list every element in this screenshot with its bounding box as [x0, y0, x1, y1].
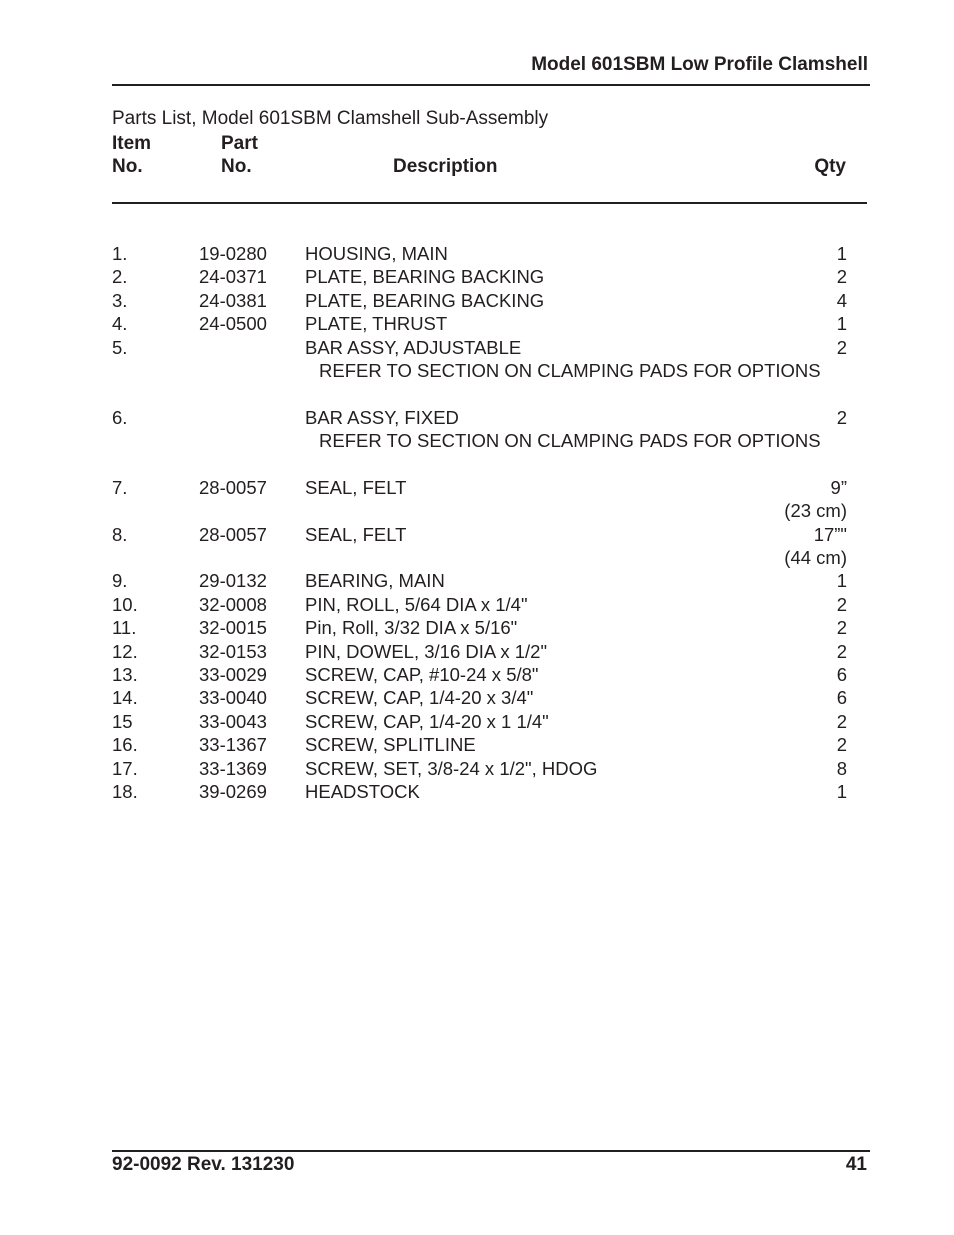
column-header-qty: Qty — [814, 156, 846, 177]
column-header-part-line1: Part — [221, 133, 258, 154]
item-number-cell: 15 — [112, 710, 133, 732]
qty-cell: 4 — [836, 289, 847, 311]
item-number-cell: 16. — [112, 734, 138, 756]
item-number-cell: 3. — [112, 289, 128, 311]
item-number-cell: 14. — [112, 687, 138, 709]
part-number-cell: 33-1369 — [199, 757, 267, 779]
description-cell: SCREW, CAP, 1/4-20 x 3/4" — [305, 687, 534, 709]
column-header-part — [221, 132, 258, 178]
qty-cell: 2 — [836, 406, 847, 428]
table-row — [112, 758, 847, 781]
column-header-part-line2: No. — [221, 156, 252, 177]
qty-cell: 2 — [836, 734, 847, 756]
header-rule — [112, 84, 870, 86]
description-cell: BAR ASSY, FIXED — [305, 406, 459, 428]
note-text: REFER TO SECTION ON CLAMPING PADS FOR OPTIONS — [319, 359, 821, 381]
row-spacer — [112, 454, 847, 477]
footer-rule — [112, 1150, 870, 1152]
part-number-cell: 32-0015 — [199, 617, 267, 639]
part-number-cell: 28-0057 — [199, 523, 267, 545]
description-cell: SCREW, SPLITLINE — [305, 734, 476, 756]
part-number-cell: 19-0280 — [199, 243, 267, 264]
note-text: REFER TO SECTION ON CLAMPING PADS FOR OPTIONS — [319, 430, 821, 452]
qty-cell: 2 — [836, 266, 847, 288]
part-number-cell: 24-0500 — [199, 313, 267, 335]
part-number-cell: 33-0029 — [199, 664, 267, 686]
part-number-cell: 24-0371 — [199, 266, 267, 288]
column-header-item — [112, 132, 151, 178]
qty-extra-cell: (23 cm) — [784, 500, 847, 522]
qty-cell: 2 — [836, 336, 847, 358]
description-cell: Pin, Roll, 3/32 DIA x 5/16" — [305, 617, 518, 639]
table-row — [112, 594, 847, 617]
part-number-cell: 33-1367 — [199, 734, 267, 756]
table-row — [112, 734, 847, 757]
description-cell: HOUSING, MAIN — [305, 243, 448, 264]
item-number-cell: 2. — [112, 266, 128, 288]
qty-cell: 2 — [836, 617, 847, 639]
item-number-cell: 10. — [112, 593, 138, 615]
part-number-cell: 24-0381 — [199, 289, 267, 311]
description-cell: SCREW, CAP, 1/4-20 x 1 1/4" — [305, 710, 549, 732]
item-number-cell: 4. — [112, 313, 128, 335]
description-cell: PLATE, BEARING BACKING — [305, 289, 545, 311]
table-row — [112, 290, 847, 313]
table-row — [112, 313, 847, 336]
column-header-item-line1: Item — [112, 133, 152, 154]
description-cell: PIN, DOWEL, 3/16 DIA x 1/2" — [305, 640, 548, 662]
table-row — [112, 477, 847, 500]
qty-cell: 2 — [836, 640, 847, 662]
item-number-cell: 5. — [112, 336, 128, 358]
description-cell: BAR ASSY, ADJUSTABLE — [305, 336, 522, 358]
part-number-cell: 28-0057 — [199, 476, 267, 498]
description-cell: PLATE, BEARING BACKING — [305, 266, 545, 288]
item-number-cell: 8. — [112, 523, 128, 545]
table-row — [112, 687, 847, 710]
parts-list-title: Parts List, Model 601SBM Clamshell Sub-Assembly — [112, 108, 549, 129]
description-cell: BEARING, MAIN — [305, 570, 445, 592]
qty-cell: 1 — [836, 313, 847, 335]
qty-cell: 1 — [836, 570, 847, 592]
item-number-cell: 6. — [112, 406, 128, 428]
qty-cell: 17”" — [813, 523, 847, 545]
description-cell: SEAL, FELT — [305, 523, 407, 545]
table-row — [112, 664, 847, 687]
table-row — [112, 337, 847, 360]
page-header-title: Model 601SBM Low Profile Clamshell — [531, 54, 868, 75]
column-header-item-line2: No. — [112, 156, 143, 177]
part-number-cell: 29-0132 — [199, 570, 267, 592]
description-cell: PIN, ROLL, 5/64 DIA x 1/4" — [305, 593, 528, 615]
column-header-rule — [112, 202, 867, 204]
part-number-cell: 39-0269 — [199, 780, 267, 802]
table-row — [112, 266, 847, 289]
description-cell: SEAL, FELT — [305, 476, 407, 498]
table-row — [112, 524, 847, 547]
item-number-cell: 9. — [112, 570, 128, 592]
description-cell: SCREW, SET, 3/8-24 x 1/2", HDOG — [305, 757, 598, 779]
qty-continuation-row — [112, 500, 847, 523]
table-note-row — [112, 430, 847, 453]
description-cell: HEADSTOCK — [305, 780, 420, 802]
qty-extra-cell: (44 cm) — [784, 547, 847, 569]
item-number-cell: 11. — [112, 617, 137, 639]
item-number-cell: 7. — [112, 476, 128, 498]
item-number-cell: 13. — [112, 664, 138, 686]
table-row — [112, 243, 847, 266]
description-cell: PLATE, THRUST — [305, 313, 448, 335]
qty-cell: 1 — [836, 780, 847, 802]
part-number-cell: 33-0040 — [199, 687, 267, 709]
description-cell: SCREW, CAP, #10-24 x 5/8" — [305, 664, 539, 686]
qty-cell: 6 — [836, 664, 847, 686]
part-number-cell: 32-0153 — [199, 640, 267, 662]
qty-cell: 6 — [836, 687, 847, 709]
part-number-cell: 32-0008 — [199, 593, 267, 615]
part-number-cell: 33-0043 — [199, 710, 267, 732]
table-row — [112, 781, 847, 804]
qty-continuation-row — [112, 547, 847, 570]
column-header-description: Description — [393, 156, 498, 177]
qty-cell: 1 — [836, 243, 847, 264]
table-note-row — [112, 360, 847, 383]
item-number-cell: 1. — [112, 243, 128, 264]
qty-cell: 2 — [836, 593, 847, 615]
table-row — [112, 407, 847, 430]
table-row — [112, 641, 847, 664]
qty-cell: 2 — [836, 710, 847, 732]
table-row — [112, 711, 847, 734]
page-number: 41 — [845, 1154, 867, 1175]
document-number: 92-0092 Rev. 131230 — [112, 1154, 295, 1175]
parts-table — [112, 243, 847, 804]
qty-cell: 9” — [830, 476, 847, 498]
table-row — [112, 617, 847, 640]
qty-cell: 8 — [836, 757, 847, 779]
item-number-cell: 18. — [112, 780, 138, 802]
table-row — [112, 570, 847, 593]
item-number-cell: 12. — [112, 640, 138, 662]
item-number-cell: 17. — [112, 757, 138, 779]
row-spacer — [112, 383, 847, 406]
